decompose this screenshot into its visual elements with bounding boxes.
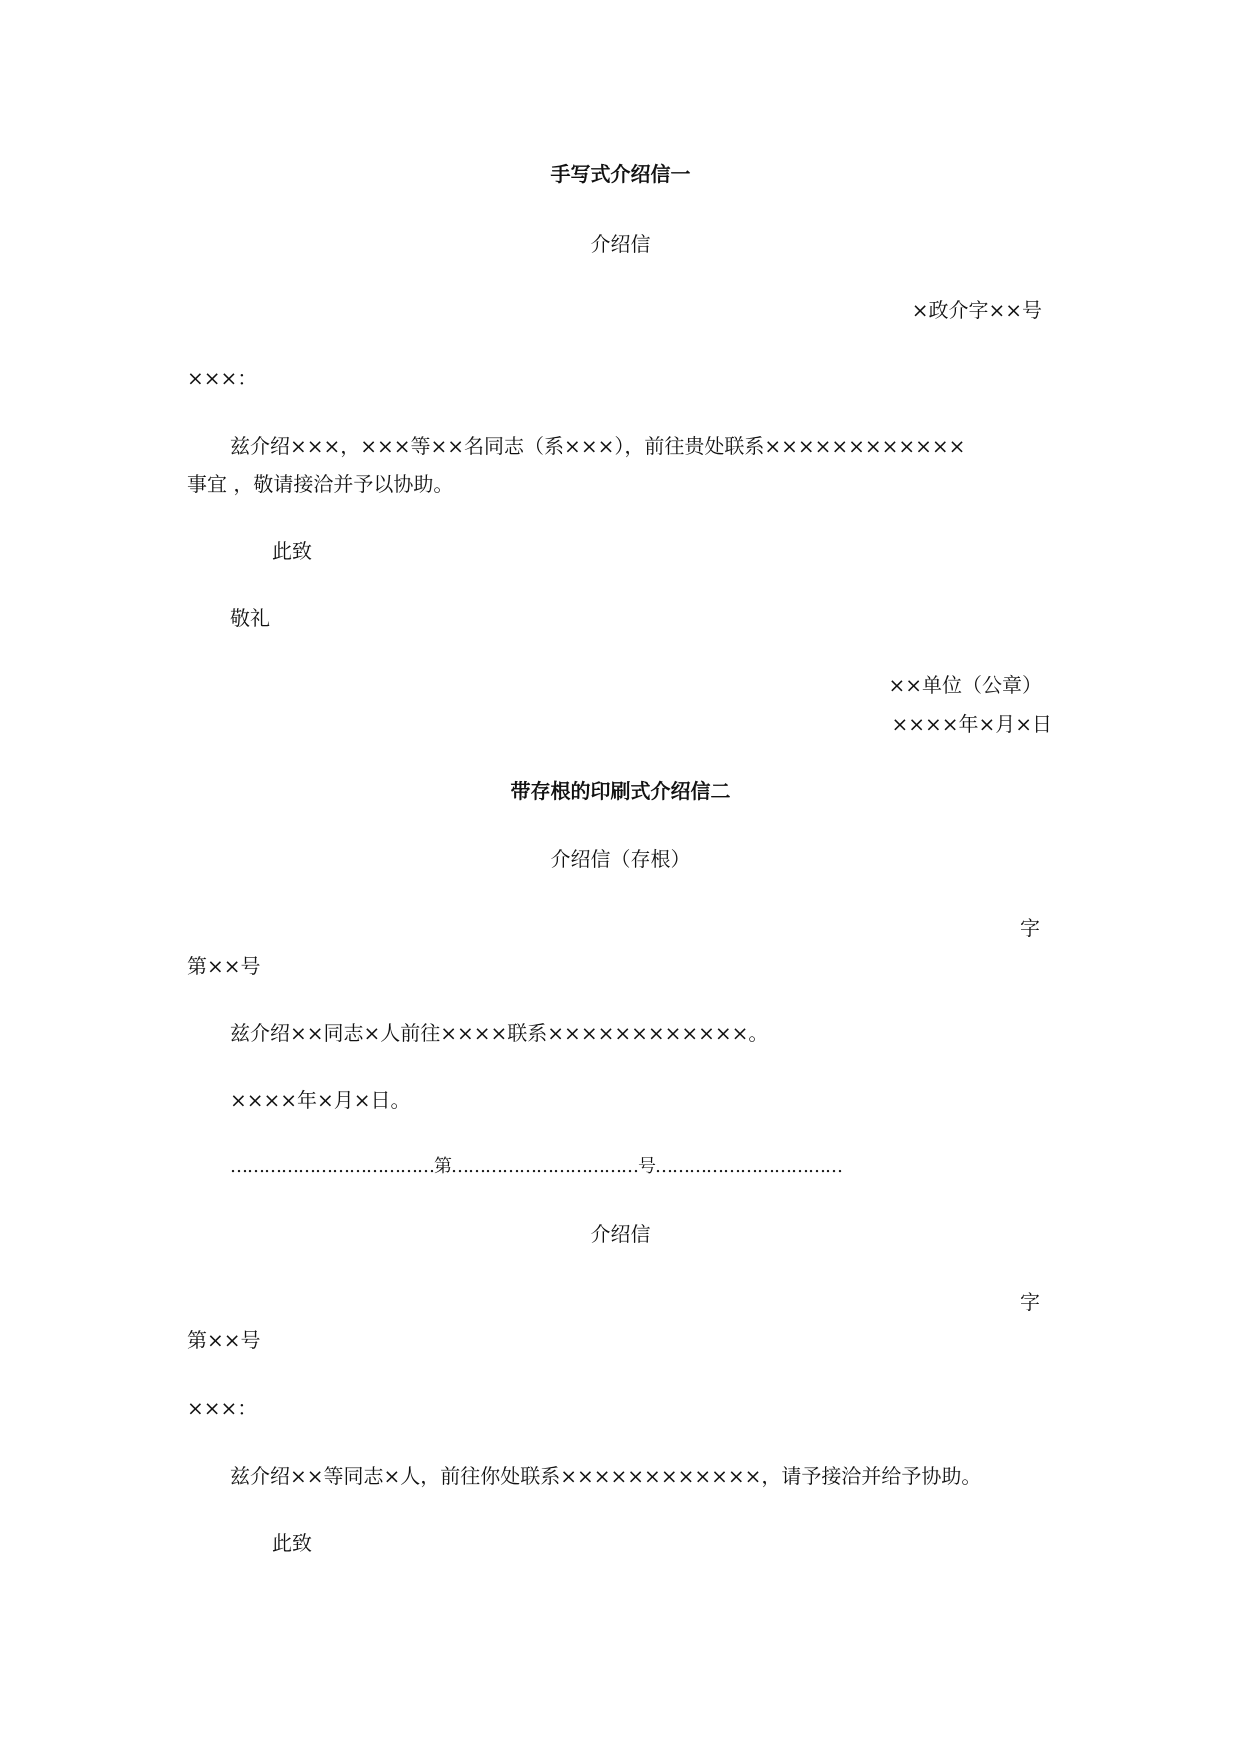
letter1-closing-jingli: 敬礼 [230, 606, 270, 630]
letter1-signature-org: ××单位（公章） [888, 673, 1042, 697]
letter1-salutation: ×××： [187, 366, 258, 390]
letter1-heading: 手写式介绍信一 [550, 162, 691, 186]
stub-title: 介绍信（存根） [550, 847, 691, 871]
main-letter-body: 兹介绍××等同志×人，前往你处联系××××××××××××，请予接洽并给予协助。 [230, 1464, 982, 1488]
main-letter-title: 介绍信 [590, 1222, 651, 1246]
stub-body: 兹介绍××同志×人前往××××联系××××××××××××。 [230, 1021, 769, 1045]
stub-zi: 字 [1020, 916, 1040, 940]
letter1-signature-date: ××××年×月×日 [891, 712, 1052, 736]
letter1-body-line2: 事宜 ，敬请接洽并予以协助。 [187, 472, 454, 496]
letter1-ref-number: ×政介字××号 [911, 298, 1042, 322]
letter1-closing-cizhi: 此致 [272, 539, 312, 563]
letter1-body-line1: 兹介绍×××，×××等××名同志（系×××），前往贵处联系×××××××××××× [230, 434, 966, 458]
letter2-heading: 带存根的印刷式介绍信二 [510, 779, 731, 803]
letter1-title: 介绍信 [590, 232, 651, 256]
main-letter-number: 第××号 [187, 1328, 261, 1352]
perforation-line: ………………………………第……………………………号…………………………… [230, 1156, 842, 1177]
main-letter-salutation: ×××： [187, 1396, 258, 1420]
main-letter-zi: 字 [1020, 1290, 1040, 1314]
stub-date: ××××年×月×日。 [230, 1088, 411, 1112]
stub-number: 第××号 [187, 954, 261, 978]
main-letter-closing-cizhi: 此致 [272, 1531, 312, 1555]
